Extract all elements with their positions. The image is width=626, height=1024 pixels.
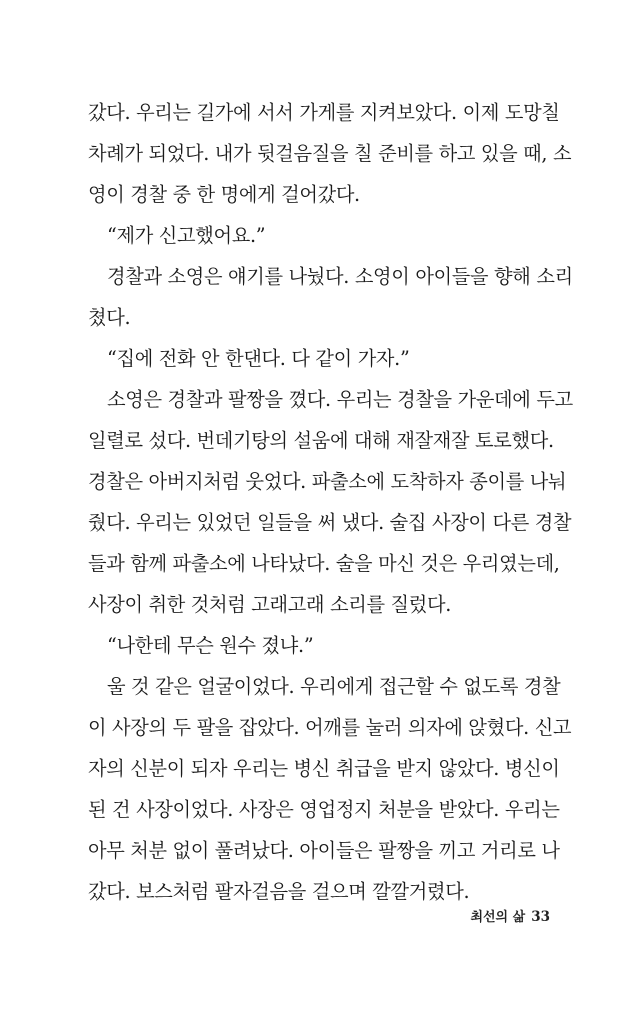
text-line: “제가 신고했어요.” xyxy=(107,224,266,247)
book-page-body xyxy=(88,92,573,912)
text-line: 울 것 같은 얼굴이었다. 우리에게 접근할 수 없도록 경찰 xyxy=(107,675,561,698)
text-line: 아무 처분 없이 풀려났다. 아이들은 팔짱을 끼고 거리로 나 xyxy=(88,839,560,862)
text-line: 사장이 취한 것처럼 고래고래 소리를 질렀다. xyxy=(88,593,452,616)
text-line: “나한테 무슨 원수 졌냐.” xyxy=(107,634,314,657)
text-line: 경찰은 아버지처럼 웃었다. 파출소에 도착하자 종이를 나눠 xyxy=(88,470,567,493)
text-line: 영이 경찰 중 한 명에게 걸어갔다. xyxy=(88,183,360,206)
text-line: 소영은 경찰과 팔짱을 꼈다. 우리는 경찰을 가운데에 두고 xyxy=(107,388,573,411)
page-footer xyxy=(470,906,550,925)
page-number: 33 xyxy=(531,909,550,925)
text-line: 갔다. 우리는 길가에 서서 가게를 지켜보았다. 이제 도망칠 xyxy=(88,101,560,124)
text-line: 일렬로 섰다. 번데기탕의 설움에 대해 재잘재잘 토로했다. xyxy=(88,429,554,452)
text-line: 경찰과 소영은 얘기를 나눴다. 소영이 아이들을 향해 소리 xyxy=(107,265,573,288)
text-line: 자의 신분이 되자 우리는 병신 취급을 받지 않았다. 병신이 xyxy=(88,757,560,780)
text-line: 쳤다. xyxy=(88,306,131,329)
text-line: 차례가 되었다. 내가 뒷걸음질을 칠 준비를 하고 있을 때, 소 xyxy=(88,142,572,165)
text-line: 들과 함께 파출소에 나타났다. 술을 마신 것은 우리였는데, xyxy=(88,552,560,575)
text-line: 이 사장의 두 팔을 잡았다. 어깨를 눌러 의자에 앉혔다. 신고 xyxy=(88,716,572,739)
running-title: 최선의 삶 xyxy=(470,910,526,925)
text-line: 갔다. 보스처럼 팔자걸음을 걸으며 깔깔거렸다. xyxy=(88,880,470,903)
text-line: 된 건 사장이었다. 사장은 영업정지 처분을 받았다. 우리는 xyxy=(88,798,560,821)
text-line: “집에 전화 안 한댄다. 다 같이 가자.” xyxy=(107,347,410,370)
text-line: 줬다. 우리는 있었던 일들을 써 냈다. 술집 사장이 다른 경찰 xyxy=(88,511,572,534)
